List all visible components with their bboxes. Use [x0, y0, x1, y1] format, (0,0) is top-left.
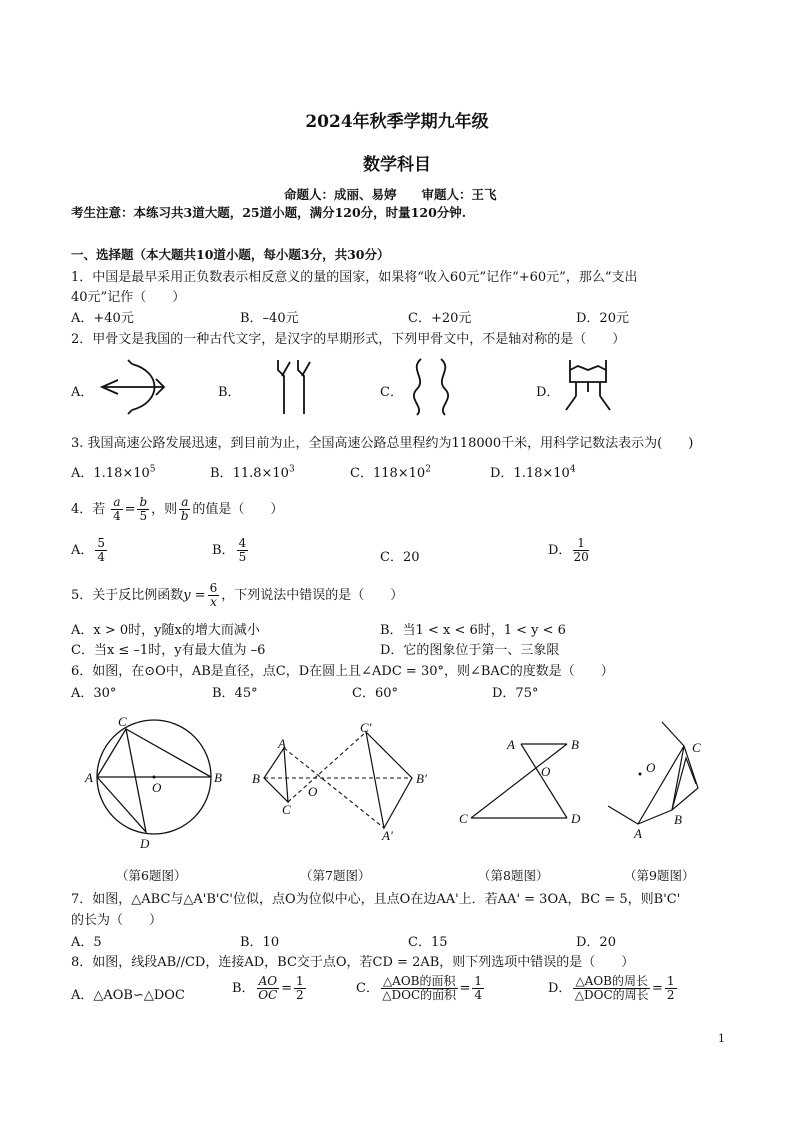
- q2-label-d: D．: [536, 385, 560, 400]
- fig8-label-b: B: [571, 737, 579, 752]
- page-number: 1: [718, 1032, 725, 1045]
- fig9-label-o: O: [646, 760, 656, 775]
- figure-9: [600, 718, 720, 843]
- fig6-label-o: O: [152, 780, 162, 795]
- q5-option-a: A．x > 0时，y随x的增大而减小: [71, 623, 260, 638]
- q8-option-d: D． $\frac{\text{△AOB的周长}}{\text{△DOC的周长}}$ = $\frac{1}{2}$: [548, 974, 675, 1002]
- fig6-label-b: B: [214, 770, 222, 785]
- q3-option-b: B．$11.8\times 10^3$: [210, 464, 295, 481]
- fig8-label-d: D: [571, 811, 581, 826]
- q6-option-b: B．45°: [212, 686, 258, 701]
- q3-option-d: D．$1.18\times 10^4$: [490, 464, 576, 481]
- fig9-label-c: C: [692, 740, 701, 755]
- q6-option-c: C．60°: [352, 686, 398, 701]
- q4-text: 4．若 $\frac{a}{4}$ = $\frac{b}{5}$ ，则 $\frac{a}{b}$ 的值是（ ）: [71, 495, 284, 523]
- fig6-label-a: A: [85, 770, 93, 785]
- q6-option-a: A．30°: [71, 686, 117, 701]
- q6-text: 6．如图，在⊙O中，AB是直径，点C，D在圆上且∠ADC = 30°，则∠BAC的度数是（ ）: [71, 664, 614, 679]
- q8-option-c: C． $\frac{\text{△AOB的面积}}{\text{△DOC的面积}}$ = $\frac{1}{4}$: [356, 974, 483, 1002]
- fig6-label-d: D: [140, 836, 150, 851]
- q3-option-c: C．$118\times 10^2$: [350, 464, 431, 481]
- figure-6-caption: （第6题图）: [116, 868, 187, 883]
- q8-option-b: B． $\frac{AO}{OC}$ = $\frac{1}{2}$: [232, 974, 304, 1002]
- q3-option-a: A．$1.18\times 10^5$: [71, 464, 156, 481]
- figure-8: [455, 732, 590, 832]
- fig6-label-c: C: [118, 714, 127, 729]
- fig9-label-a: A: [634, 826, 642, 841]
- q5-option-d: D．它的图象位于第一、三象限: [380, 643, 560, 658]
- fig7-label-b: B: [252, 771, 260, 786]
- q8-text: 8．如图，线段AB//CD，连接AD，BC交于点O，若CD = 2AB，则下列选项中错误的是（ ）: [71, 955, 635, 970]
- q4-option-c: C．20: [380, 550, 420, 565]
- fig8-label-o: O: [541, 764, 551, 779]
- q4-option-d: D． $\frac{1}{20}$: [548, 536, 589, 564]
- q4-option-b: B． $\frac{4}{5}$: [212, 536, 247, 564]
- q2-label-b: B．: [218, 385, 241, 400]
- q2-text: 2．甲骨文是我国的一种古代文字，是汉字的早期形式，下列甲骨文中，不是轴对称的是（ ）: [71, 332, 626, 347]
- q7-option-d: D．20: [576, 935, 616, 950]
- exam-notice: 考生注意：本练习共3道大题，25道小题，满分120分，时量120分钟.: [71, 205, 467, 220]
- figure-6: [80, 712, 230, 862]
- q7-line2: 的长为（ ）: [71, 913, 163, 928]
- q3-text: 3. 我国高速公路发展迅速，到目前为止，全国高速公路总里程约为118000千米，用科学记数法表示为( ): [71, 436, 694, 451]
- fig7-label-a-prime: A': [382, 828, 393, 843]
- oracle-glyph-b-image: [268, 356, 318, 418]
- q5-option-b: B．当1 < x < 6时，1 < y < 6: [380, 623, 566, 638]
- fig7-label-c: C: [282, 802, 291, 817]
- figure-8-caption: （第8题图）: [478, 868, 549, 883]
- q1-option-d: D．20元: [576, 311, 629, 326]
- fig7-label-o: O: [308, 784, 318, 799]
- oracle-glyph-a-image: [98, 358, 178, 416]
- authors-line: 命题人：成丽、易婷 审题人：王飞: [284, 187, 497, 202]
- q1-line1: 1．中国是最早采用正负数表示相反意义的量的国家，如果将“收入60元”记作“+60元”，那么“支出: [71, 270, 638, 285]
- q7-option-c: C．15: [408, 935, 448, 950]
- q4-option-a: A． $\frac{5}{4}$: [71, 536, 106, 564]
- fig7-label-c-prime: C': [360, 720, 372, 735]
- q8-option-a: A．△AOB∽△DOC: [71, 988, 185, 1003]
- subject-title: 数学科目: [363, 155, 431, 175]
- q1-option-a: A．+40元: [71, 311, 134, 326]
- q7-line1: 7．如图，△ABC与△A'B'C'位似，点O为位似中心，且点O在边AA'上．若AA' = 3OA，BC = 5，则B'C': [71, 892, 681, 907]
- q2-label-c: C．: [380, 385, 403, 400]
- q5-text: 5．关于反比例函数y = $\frac{6}{x}$ ，下列说法中错误的是（ ）: [71, 581, 404, 609]
- fig8-label-c: C: [459, 811, 468, 826]
- section-1-title: 一、选择题（本大题共10道小题，每小题3分，共30分）: [71, 247, 390, 262]
- figure-7: [248, 718, 438, 843]
- oracle-glyph-c-image: [403, 355, 459, 419]
- q5-option-c: C．当x ≤ –1时，y有最大值为 –6: [71, 643, 266, 658]
- fig9-label-b: B: [674, 812, 682, 827]
- q6-option-d: D．75°: [492, 686, 539, 701]
- fig8-label-a: A: [507, 737, 515, 752]
- oracle-glyph-d-image: [560, 356, 616, 418]
- q1-option-b: B．–40元: [240, 311, 299, 326]
- figure-7-caption: （第7题图）: [300, 868, 371, 883]
- fig7-label-b-prime: B': [416, 771, 427, 786]
- q1-option-c: C．+20元: [408, 311, 472, 326]
- q1-line2: 40元”记作（ ）: [71, 290, 186, 305]
- q7-option-b: B．10: [240, 935, 280, 950]
- fig7-label-a: A: [278, 736, 286, 751]
- q7-option-a: A．5: [71, 935, 102, 950]
- exam-title: 2024年秋季学期九年级: [305, 112, 489, 132]
- figure-9-caption: （第9题图）: [624, 868, 695, 883]
- q2-label-a: A．: [71, 385, 94, 400]
